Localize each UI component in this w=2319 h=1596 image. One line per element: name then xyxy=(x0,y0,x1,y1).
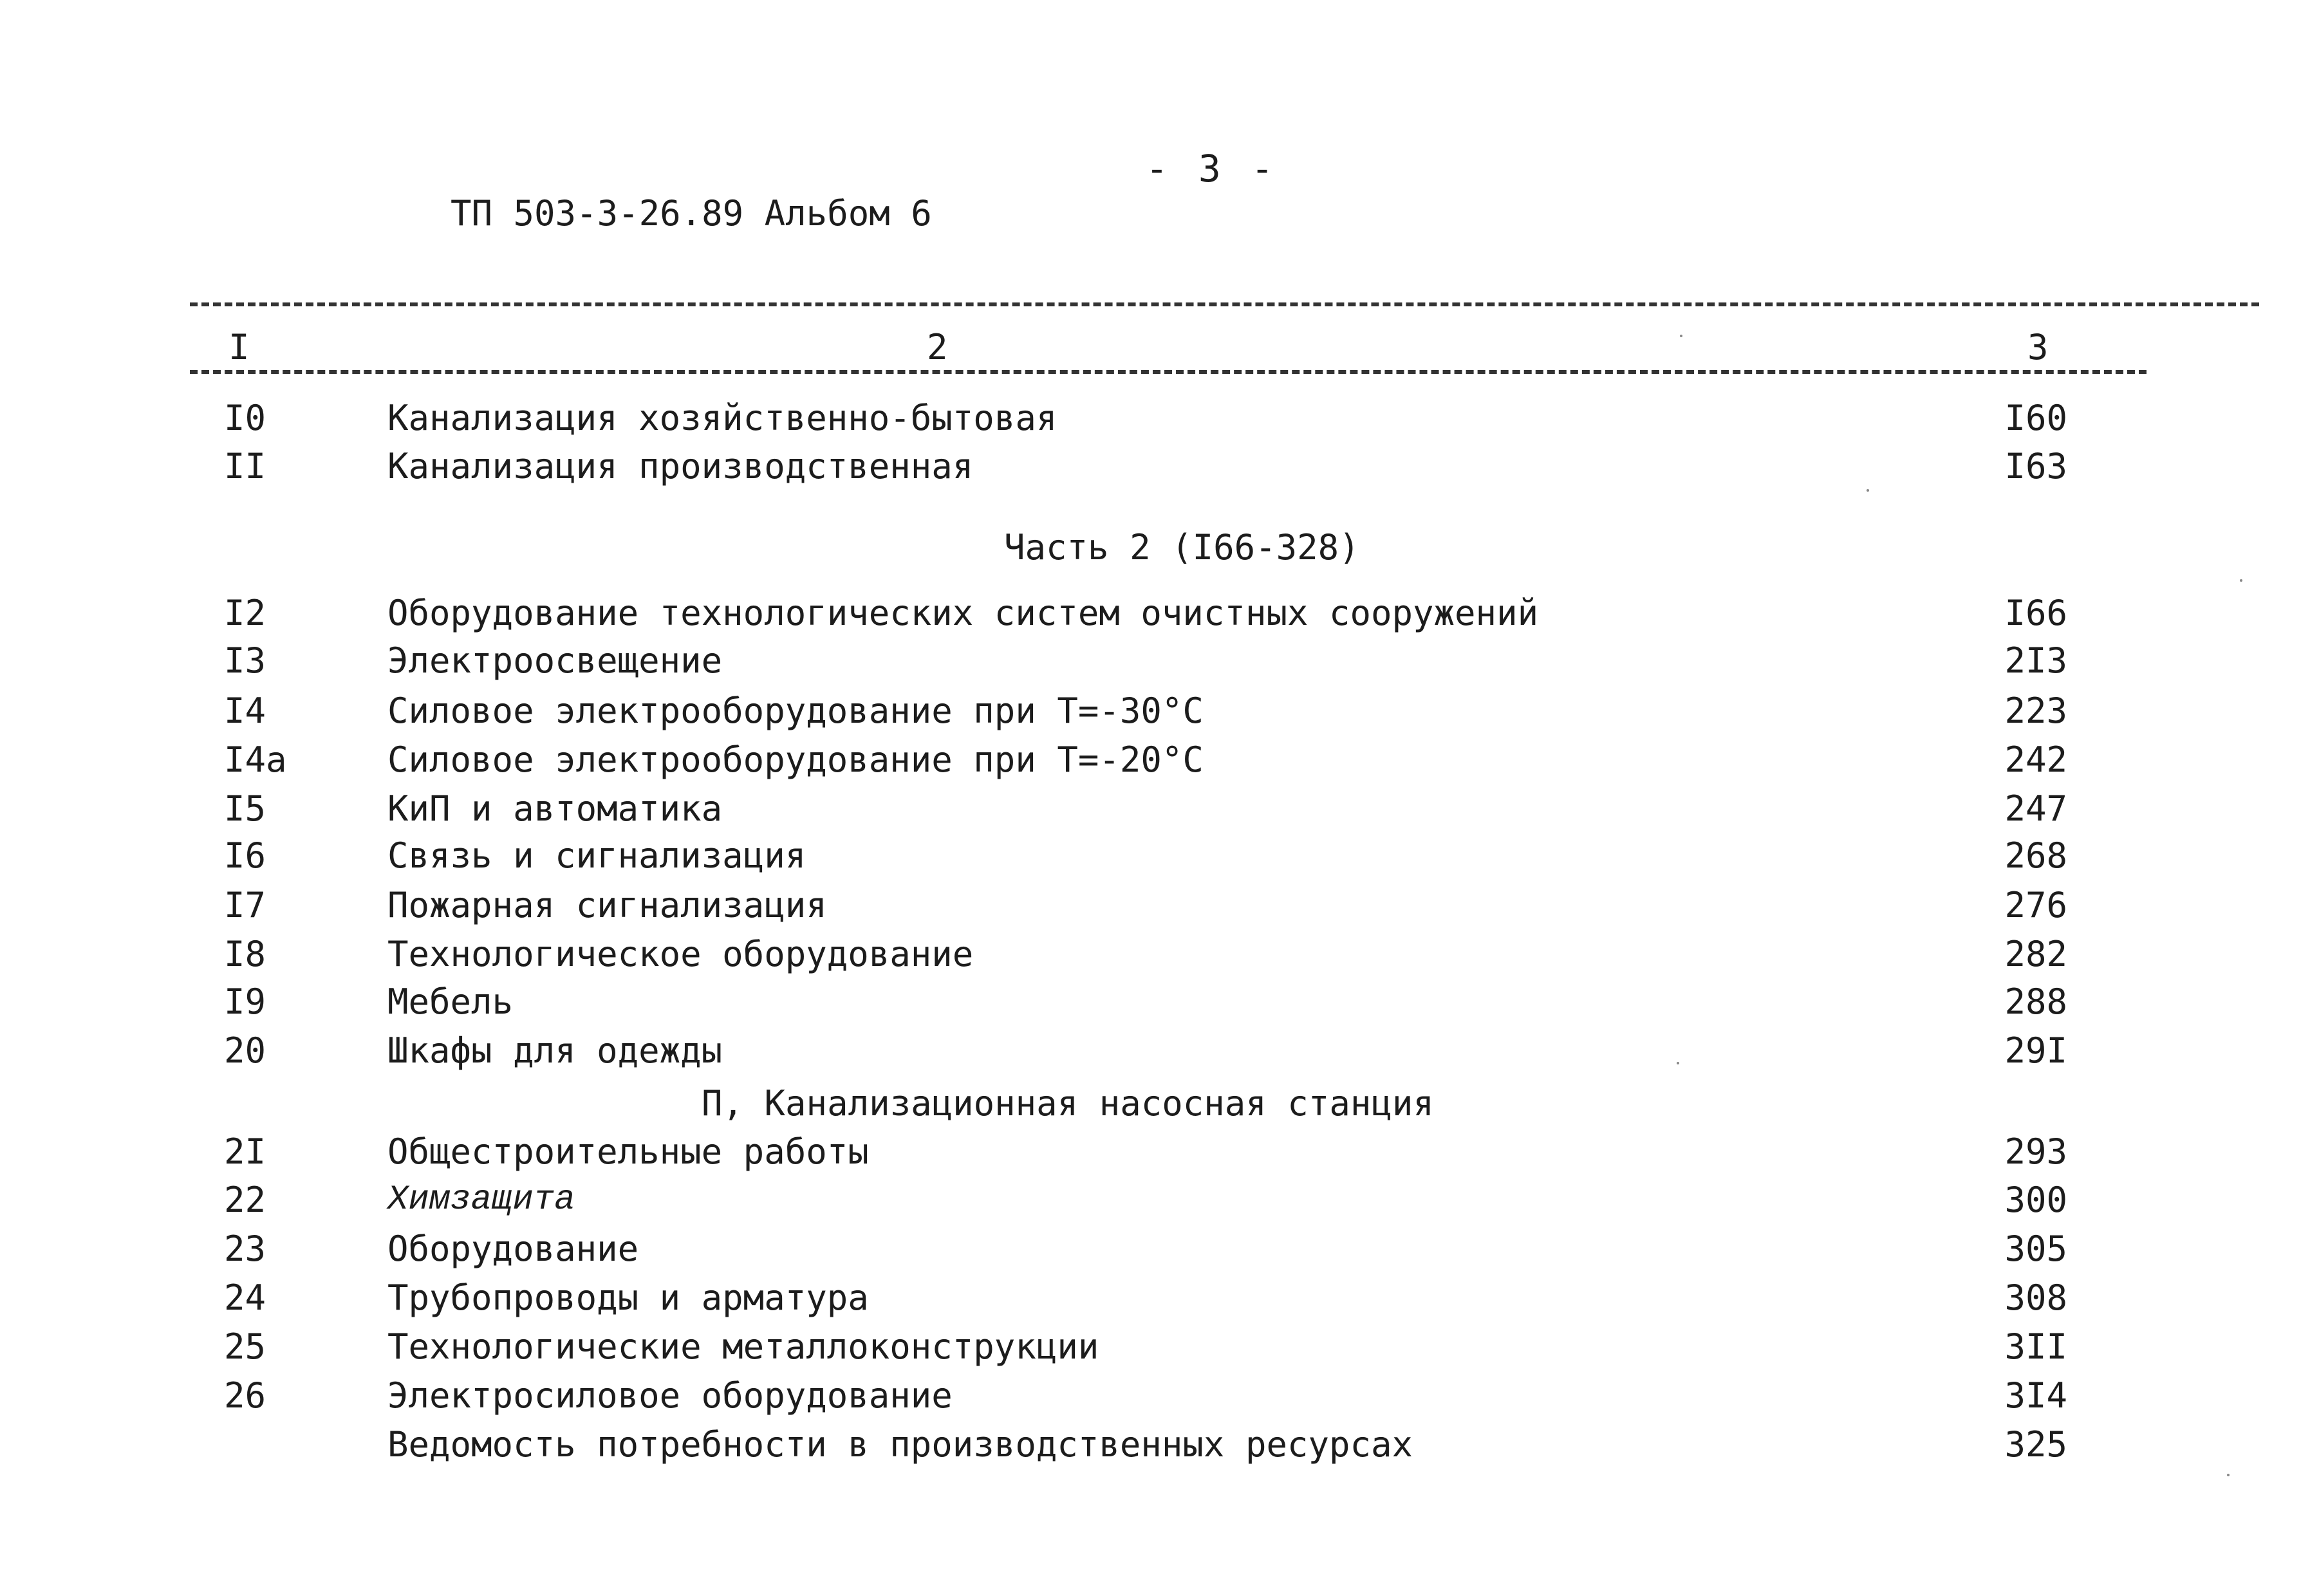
scan-speck xyxy=(1867,489,1869,492)
row-number: I9 xyxy=(224,981,266,1022)
row-number: 23 xyxy=(224,1229,266,1269)
row-number: 20 xyxy=(224,1030,266,1071)
scan-speck xyxy=(1680,335,1682,337)
row-title: Связь и сигнализация xyxy=(387,835,806,876)
row-number: I7 xyxy=(224,885,266,925)
column-header-1: I xyxy=(228,327,250,367)
row-page: 223 xyxy=(2004,691,2067,731)
row-number: I4 xyxy=(224,691,266,731)
row-title: Технологические металлоконструкции xyxy=(387,1326,1099,1367)
row-number: I2 xyxy=(224,593,266,633)
table-row xyxy=(0,638,2319,683)
row-number: 22 xyxy=(224,1180,266,1220)
part-2-heading: Часть 2 (I66-328) xyxy=(1004,527,1360,568)
row-page: 305 xyxy=(2004,1229,2067,1269)
table-row xyxy=(0,1129,2319,1174)
row-page: I60 xyxy=(2004,398,2067,438)
table-row xyxy=(0,1373,2319,1418)
table-row xyxy=(0,932,2319,977)
row-number: I4а xyxy=(224,739,287,780)
row-page: 308 xyxy=(2004,1277,2067,1318)
table-row xyxy=(0,738,2319,783)
row-title: Силовое электрооборудование при Т=-20°С xyxy=(387,739,1204,780)
table-row xyxy=(0,786,2319,831)
row-page: 2I3 xyxy=(2004,640,2067,681)
column-header-2: 2 xyxy=(927,327,948,367)
column-header-3: 3 xyxy=(2027,327,2049,367)
table-row xyxy=(0,883,2319,928)
row-number: 26 xyxy=(224,1375,266,1416)
row-page: 242 xyxy=(2004,739,2067,780)
row-number: I8 xyxy=(224,934,266,974)
row-title: Канализация хозяйственно-бытовая xyxy=(387,398,1057,438)
row-number: 2I xyxy=(224,1131,266,1172)
table-row xyxy=(0,689,2319,734)
table-row xyxy=(0,1028,2319,1073)
row-page: 29I xyxy=(2004,1030,2067,1071)
row-page: 288 xyxy=(2004,981,2067,1022)
row-number: 24 xyxy=(224,1277,266,1318)
row-page: 268 xyxy=(2004,835,2067,876)
table-row xyxy=(0,979,2319,1025)
row-page: 276 xyxy=(2004,885,2067,925)
row-title: Электроосвещение xyxy=(387,640,723,681)
row-page: I63 xyxy=(2004,446,2067,487)
table-top-rule xyxy=(190,302,2259,306)
row-number: I3 xyxy=(224,640,266,681)
table-row xyxy=(0,833,2319,878)
row-number: II xyxy=(224,446,266,487)
station-heading: П, Канализационная насосная станция xyxy=(702,1083,1434,1124)
row-title: Ведомость потребности в производственных ресурсах xyxy=(387,1424,1413,1465)
scan-speck xyxy=(1677,1062,1679,1064)
row-title: Оборудование xyxy=(387,1229,639,1269)
scan-speck xyxy=(2240,579,2242,582)
table-row xyxy=(0,1422,2319,1467)
row-title: Трубопроводы и арматура xyxy=(387,1277,869,1318)
row-number: I5 xyxy=(224,788,266,829)
row-title: Канализация производственная xyxy=(387,446,974,487)
row-page: 293 xyxy=(2004,1131,2067,1172)
row-title: Шкафы для одежды xyxy=(387,1030,723,1071)
table-row xyxy=(0,1178,2319,1223)
row-title: Силовое электрооборудование при Т=-30°С xyxy=(387,691,1204,731)
row-title: Оборудование технологических систем очистных сооружений xyxy=(387,593,1539,633)
row-title: КиП и автоматика xyxy=(387,788,723,829)
row-page: 282 xyxy=(2004,934,2067,974)
table-row xyxy=(0,1324,2319,1369)
row-number: I6 xyxy=(224,835,266,876)
table-row xyxy=(0,396,2319,441)
row-page: 325 xyxy=(2004,1424,2067,1465)
table-row xyxy=(0,591,2319,636)
row-page: 300 xyxy=(2004,1180,2067,1220)
table-row xyxy=(0,1276,2319,1321)
row-page: 3I4 xyxy=(2004,1375,2067,1416)
scan-speck xyxy=(2227,1474,2230,1476)
row-title: Мебель xyxy=(387,981,514,1022)
row-title: Общестроительные работы xyxy=(387,1131,869,1172)
row-title: Пожарная сигнализация xyxy=(387,885,827,925)
table-row xyxy=(0,1227,2319,1272)
table-row xyxy=(0,444,2319,489)
row-number: 25 xyxy=(224,1326,266,1367)
document-code: ТП 503-3-26.89 Альбом 6 xyxy=(451,193,932,234)
row-title: Химзащита xyxy=(387,1180,575,1220)
row-page: 3II xyxy=(2004,1326,2067,1367)
row-page: 247 xyxy=(2004,788,2067,829)
row-page: I66 xyxy=(2004,593,2067,633)
page-number: - 3 - xyxy=(1146,147,1278,190)
row-title: Электросиловое оборудование xyxy=(387,1375,953,1416)
row-title: Технологическое оборудование xyxy=(387,934,974,974)
row-number: I0 xyxy=(224,398,266,438)
table-header-rule xyxy=(190,370,2147,374)
